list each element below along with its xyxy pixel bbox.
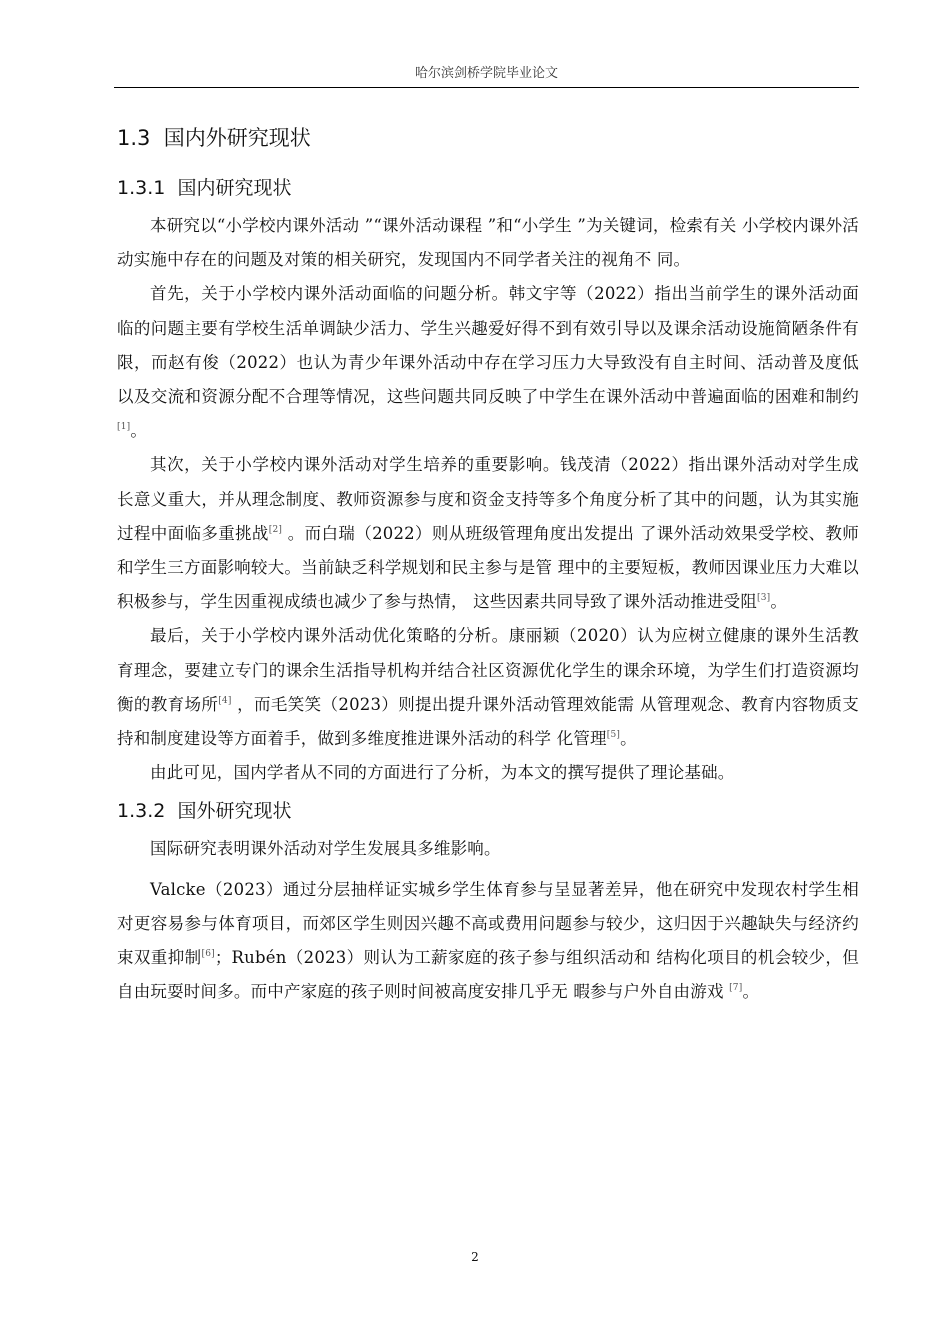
- citation-4: [4]: [218, 695, 232, 706]
- citation-1: [1]: [117, 422, 131, 433]
- paragraph-strategies: 最后，关于小学校内课外活动优化策略的分析。康丽颖（2020）认为应树立健康的课外生活教育理念，要建立专门的课余生活指导机构并结合社区资源优化学生的课余环境，为学生们打造资源均衡的教育场所[4] ，而毛笑笑（2023）则提出提升课外活动管理效能需 从管理观念、教育内容物质支持和制度建设等方面着手，做到多维度推进课外活动的科学 化管理[5]。: [117, 626, 860, 749]
- page-number: 2: [471, 1250, 479, 1264]
- subsection-heading-domestic: 1.3.1 国内研究现状: [117, 177, 292, 199]
- paragraph-foreign-intro: 国际研究表明课外活动对学生发展具多维影响。: [150, 839, 501, 859]
- subsection-heading-foreign: 1.3.2 国外研究现状: [117, 800, 292, 823]
- header-rule: [114, 87, 859, 88]
- page-header: 哈尔滨剑桥学院毕业论文: [414, 66, 558, 81]
- citation-5: [5]: [606, 730, 621, 741]
- citation-7: [7]: [729, 983, 743, 994]
- page-content: [117, 122, 859, 1009]
- paragraph-impact: 其次，关于小学校内课外活动对学生培养的重要影响。钱茂清（2022）指出课外活动对学生成长意义重大，并从理念制度、教师资源参与度和资金支持等多个角度分析了其中的问题，认为其实施过程中面临多重挑战[2] 。而白瑞（2022）则从班级管理角度出发提出 了课外活动效果受学校、教师和学生三方面影响较大。当前缺乏科学规划和民主参与是管 理中的主要短板，教师因课业压力大难以积极参与，学生因重视成绩也减少了参与热情， 这些因素共同导致了课外活动推进受阻[3]。: [117, 455, 859, 612]
- citation-2: [2]: [268, 524, 283, 535]
- section-heading: 1.3 国内外研究现状: [117, 126, 311, 150]
- citation-3: [3]: [757, 593, 771, 604]
- paragraph-intro: 本研究以“小学校内课外活动 ”“课外活动课程 ”和“小学生 ”为关键词，检索有关 小学校内课外活动实施中存在的问题及对策的相关研究，发现国内不同学者关注的视角不 同。: [117, 216, 859, 270]
- paragraph-summary: 由此可见，国内学者从不同的方面进行了分析，为本文的撰写提供了理论基础。: [150, 763, 735, 783]
- citation-6: [6]: [201, 949, 215, 960]
- paragraph-foreign-studies: Valcke（2023）通过分层抽样证实城乡学生体育参与呈显著差异，他在研究中发现农村学生相对更容易参与体育项目，而郊区学生则因兴趣不高或费用问题参与较少，这归因于兴趣缺失与经济约束双重抑制[6]；Rubén（2023）则认为工薪家庭的孩子参与组织活动和 结构化项目的机会较少，但自由玩耍时间多。而中产家庭的孩子则时间被高度安排几乎无 暇参与户外自由游戏 [7]。: [117, 879, 860, 1002]
- paragraph-problems: 首先，关于小学校内课外活动面临的问题分析。韩文宇等（2022）指出当前学生的课外活动面临的问题主要有学校生活单调缺少活力、学生兴趣爱好得不到有效引导以及课余活动设施简陋条件有限，而赵有俊（2022）也认为青少年课外活动中存在学习压力大导致没有自主时间、活动普及度低以及交流和资源分配不合理等情况，这些问题共同反映了中学生在课外活动中普遍面临的困难和制约[1]。: [117, 284, 859, 441]
